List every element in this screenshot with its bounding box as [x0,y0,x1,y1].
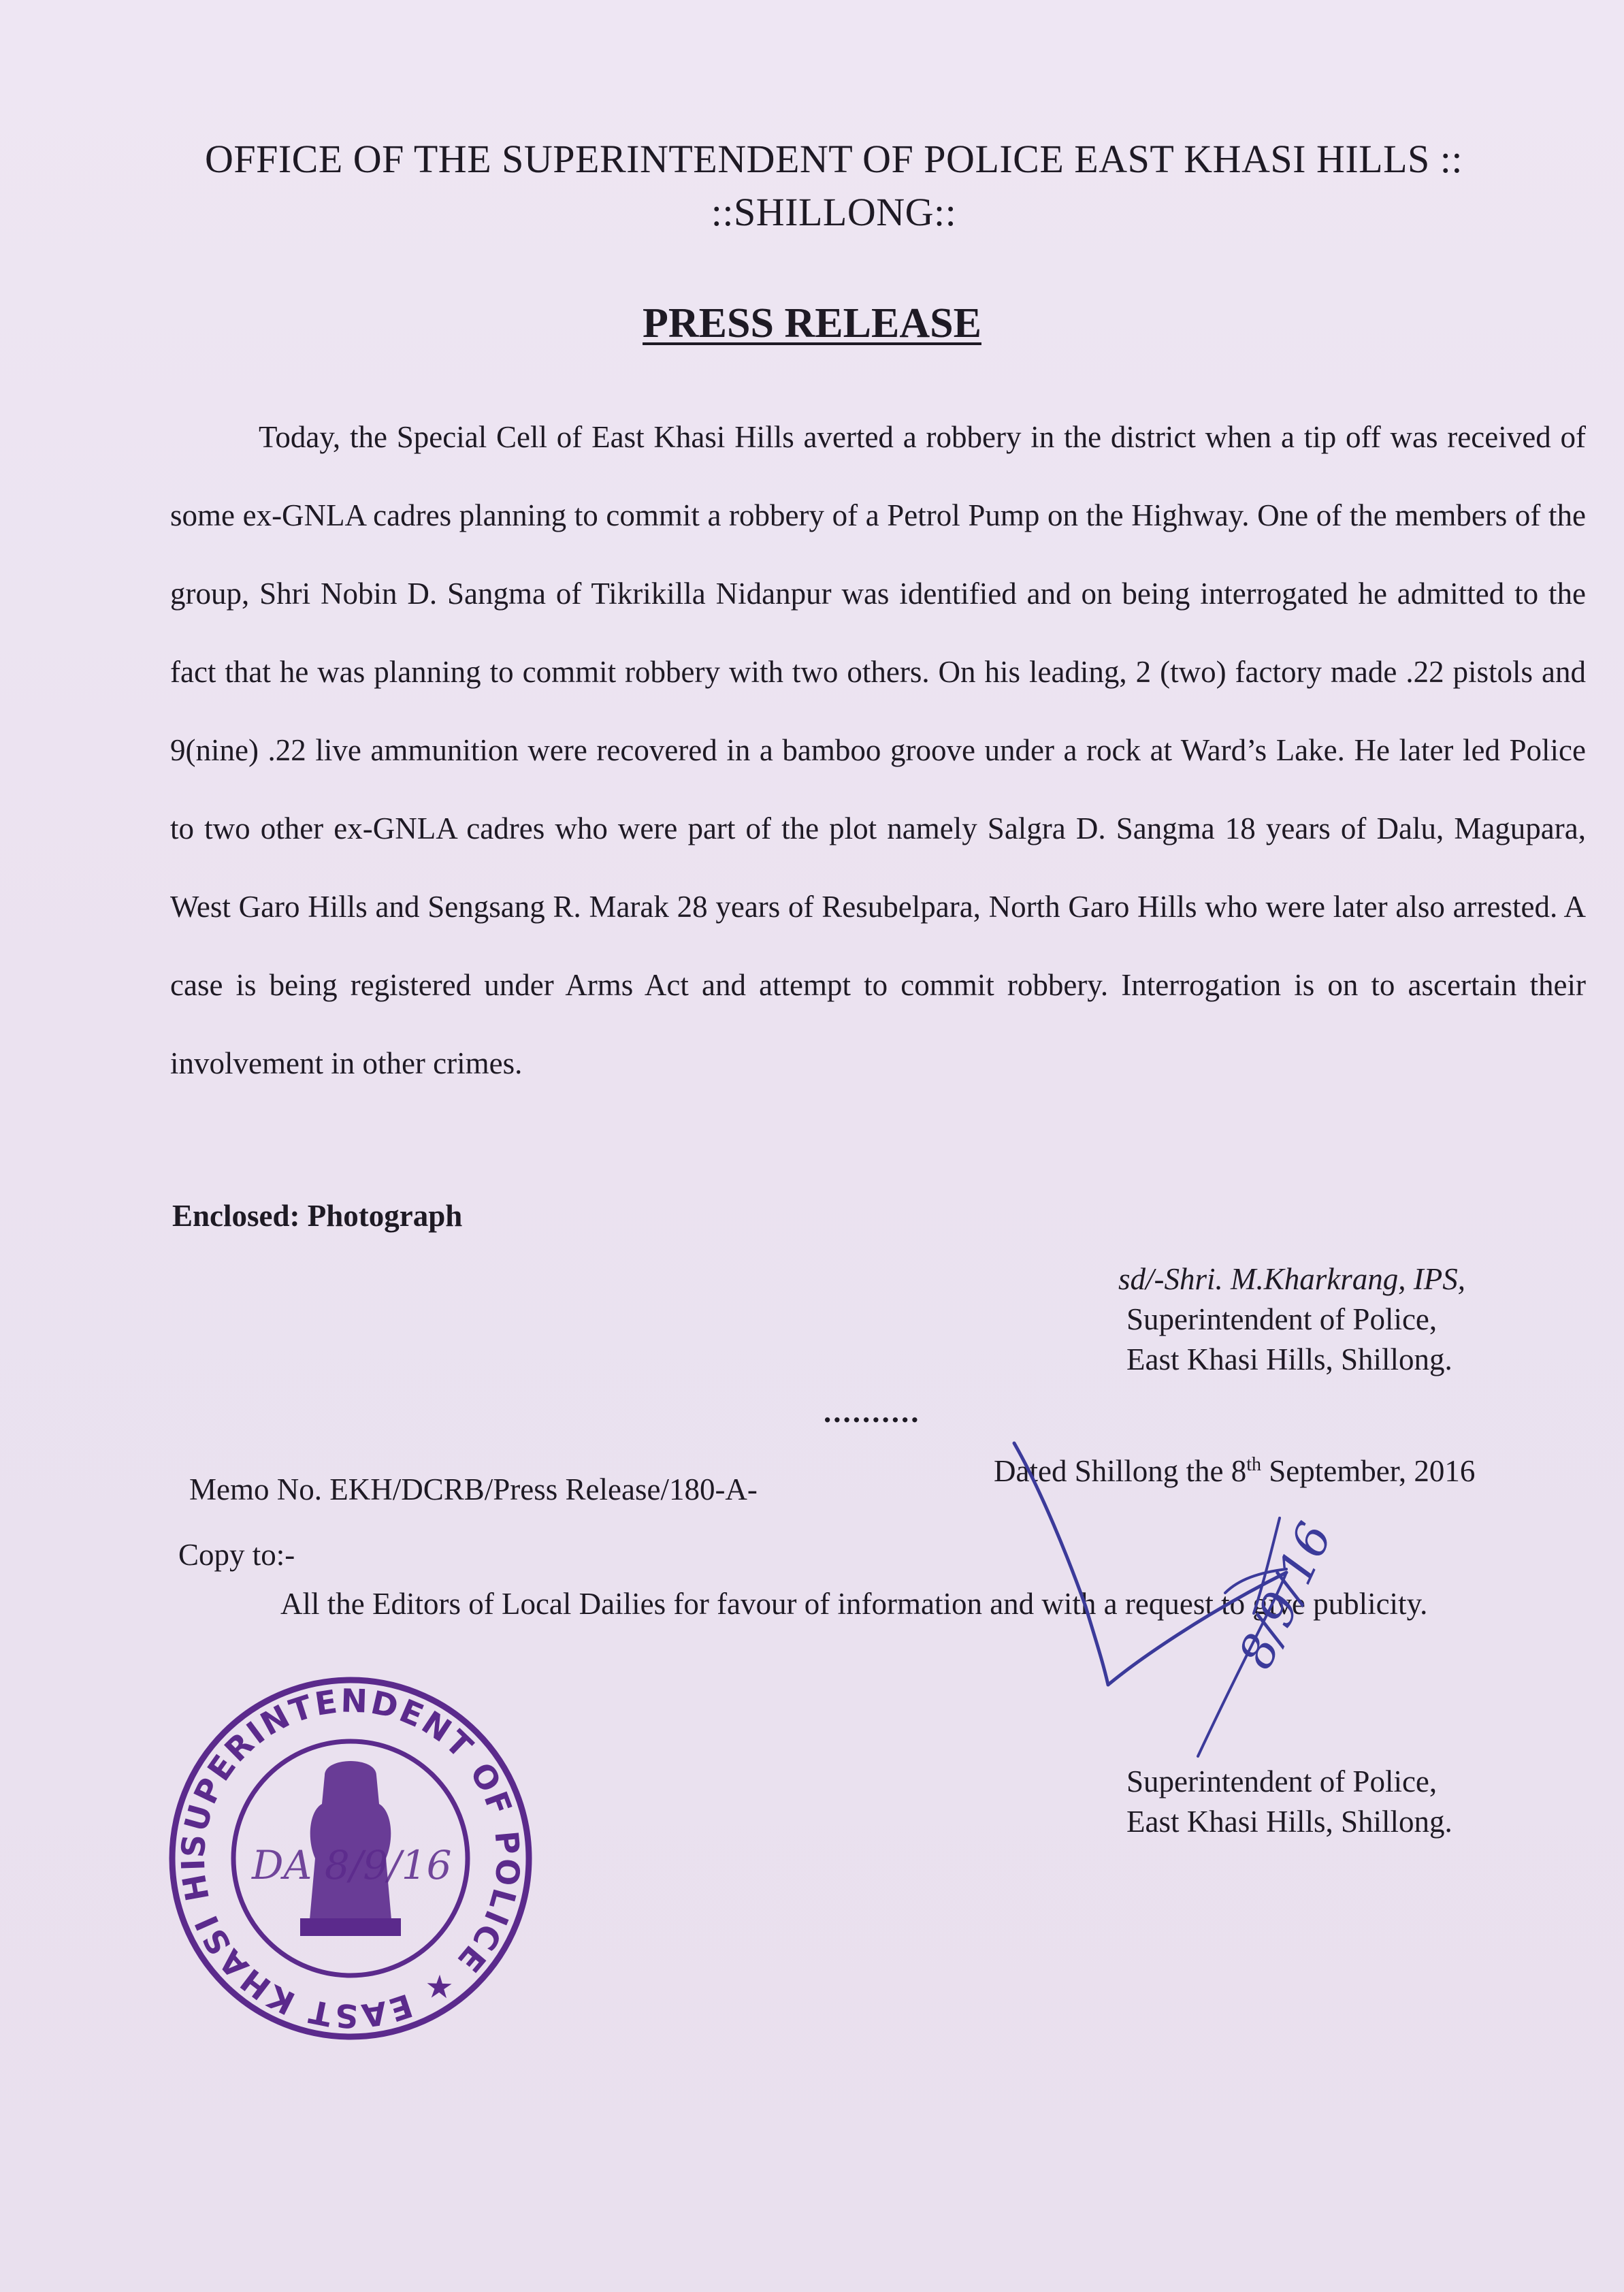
stamp-ring-text: SUPERINTENDENT OF POLICE ★ EAST KHASI HI [174,1682,527,2035]
signatory-name: sd/-Shri. M.Kharkrang, IPS, [1118,1262,1465,1296]
dated-suffix: th [1246,1454,1261,1475]
dated-rest: September, 2016 [1261,1454,1476,1488]
signatory-designation: Superintendent of Police, [1126,1302,1438,1336]
signatory-bottom-designation: Superintendent of Police, [1126,1764,1438,1798]
signatory-place: East Khasi Hills, Shillong. [1126,1342,1452,1376]
handwritten-signature [1001,1436,1409,1777]
copy-to-text: All the Editors of Local Dailies for favour of information and with a request to give publicity. [280,1587,1428,1621]
press-release-body: Today, the Special Cell of East Khasi Hills averted a robbery in the district when a tip off was received of some ex-GNLA cadres planning to commit a robbery of a Petrol Pump on the Highway. One of the members of the group, Shri Nobin D. Sangma of Tikrikilla Nidanpur was identified and on being interrogated he admitted to the fact that he was planning to commit robbery with two others. On his leading, 2 (two) factory made .22 pistols and 9(nine) .22 live ammunition were recovered in a bamboo groove under a rock at Ward’s Lake. He later led Police to two other ex-GNLA cadres who were part of the plot namely Salgra D. Sangma 18 years of Dalu, Magupara, West Garo Hills and Sengsang R. Marak 28 years of Resubelpara, North Garo Hills who were later also arrested. A case is being registered under Arms Act and attempt to commit robbery. Interrogation is on to ascertain their involvement in other crimes. [170,420,1586,1080]
police-stamp-seal [167,1675,534,2042]
enclosure-note: Enclosed: Photograph [172,1199,463,1233]
stamp-handwritten-date: DA 8/9/16 [252,1842,452,1888]
signature-date-text: 8/9/16 [1227,1514,1344,1677]
memo-number: Memo No. EKH/DCRB/Press Release/180-A- [189,1472,758,1506]
separator-dots: .......... [824,1395,921,1429]
dated-prefix: Dated Shillong the 8 [994,1454,1247,1488]
office-header-line-1: OFFICE OF THE SUPERINTENDENT OF POLICE EAST KHASI HILLS :: [204,137,1463,181]
signatory-block [1118,1259,1465,1380]
signatory-bottom-place: East Khasi Hills, Shillong. [1126,1805,1452,1839]
copy-to-label: Copy to:- [178,1538,295,1572]
press-release-title: PRESS RELEASE [643,300,981,346]
office-header-line-2: ::SHILLONG:: [711,190,957,234]
